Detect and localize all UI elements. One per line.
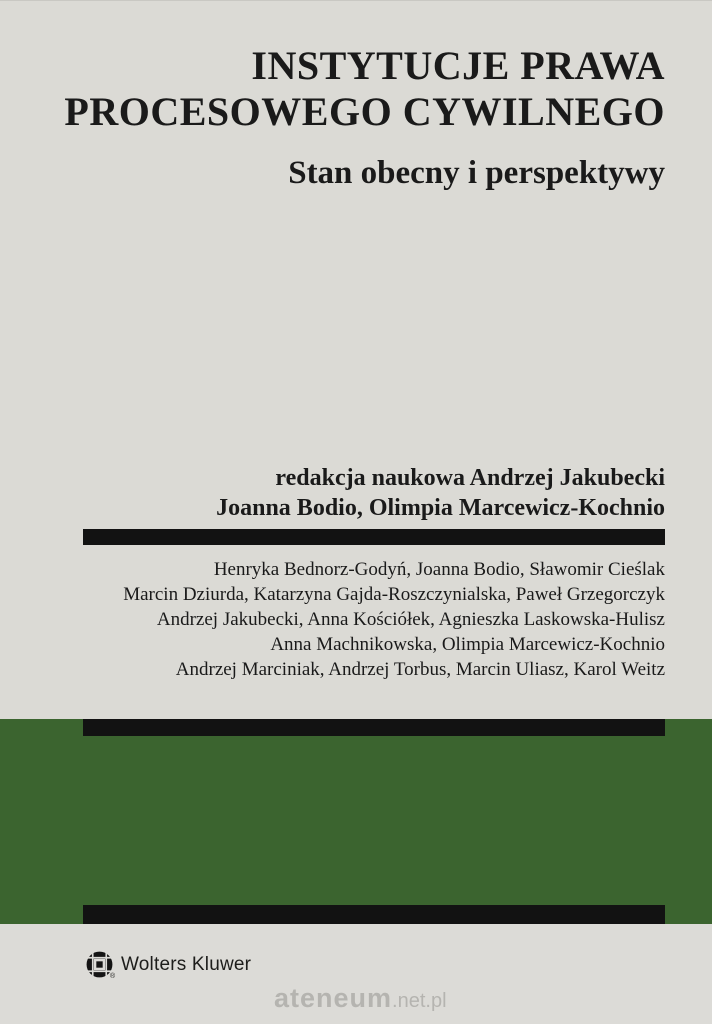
author-line: Anna Machnikowska, Olimpia Marcewicz-Kochnio bbox=[270, 634, 665, 655]
author-line: Marcin Dziurda, Katarzyna Gajda-Roszczynialska, Paweł Grzegorczyk bbox=[123, 584, 665, 605]
book-title bbox=[20, 43, 665, 135]
editors-line-1: redakcja naukowa Andrzej Jakubecki bbox=[275, 465, 665, 491]
green-band bbox=[0, 719, 712, 924]
watermark-ateneum bbox=[274, 983, 447, 1014]
title-line-1: INSTYTUCJE PRAWA bbox=[251, 43, 665, 88]
divider-bar-band-bottom bbox=[83, 905, 665, 924]
author-line: Andrzej Marciniak, Andrzej Torbus, Marcin Uliasz, Karol Weitz bbox=[175, 659, 665, 680]
book-subtitle: Stan obecny i perspektywy bbox=[288, 155, 665, 191]
title-line-2: PROCESOWEGO CYWILNEGO bbox=[64, 89, 665, 134]
watermark-secondary: .net.pl bbox=[392, 990, 447, 1012]
publisher-lockup bbox=[86, 951, 251, 978]
globe-grid-icon bbox=[86, 951, 116, 980]
authors-list bbox=[20, 557, 665, 682]
wolters-kluwer-logo bbox=[86, 951, 116, 980]
registered-trademark-symbol: ® bbox=[110, 973, 116, 980]
divider-bar-top bbox=[83, 529, 665, 545]
divider-bar-band-top bbox=[83, 719, 665, 736]
publisher-name: Wolters Kluwer bbox=[121, 953, 252, 975]
author-line: Henryka Bednorz-Godyń, Joanna Bodio, Sławomir Cieślak bbox=[213, 559, 665, 580]
author-line: Andrzej Jakubecki, Anna Kościółek, Agnieszka Laskowska-Hulisz bbox=[156, 609, 665, 630]
watermark-primary: ateneum bbox=[274, 983, 393, 1013]
editors-block bbox=[20, 463, 665, 523]
editors-line-2: Joanna Bodio, Olimpia Marcewicz-Kochnio bbox=[216, 495, 665, 521]
